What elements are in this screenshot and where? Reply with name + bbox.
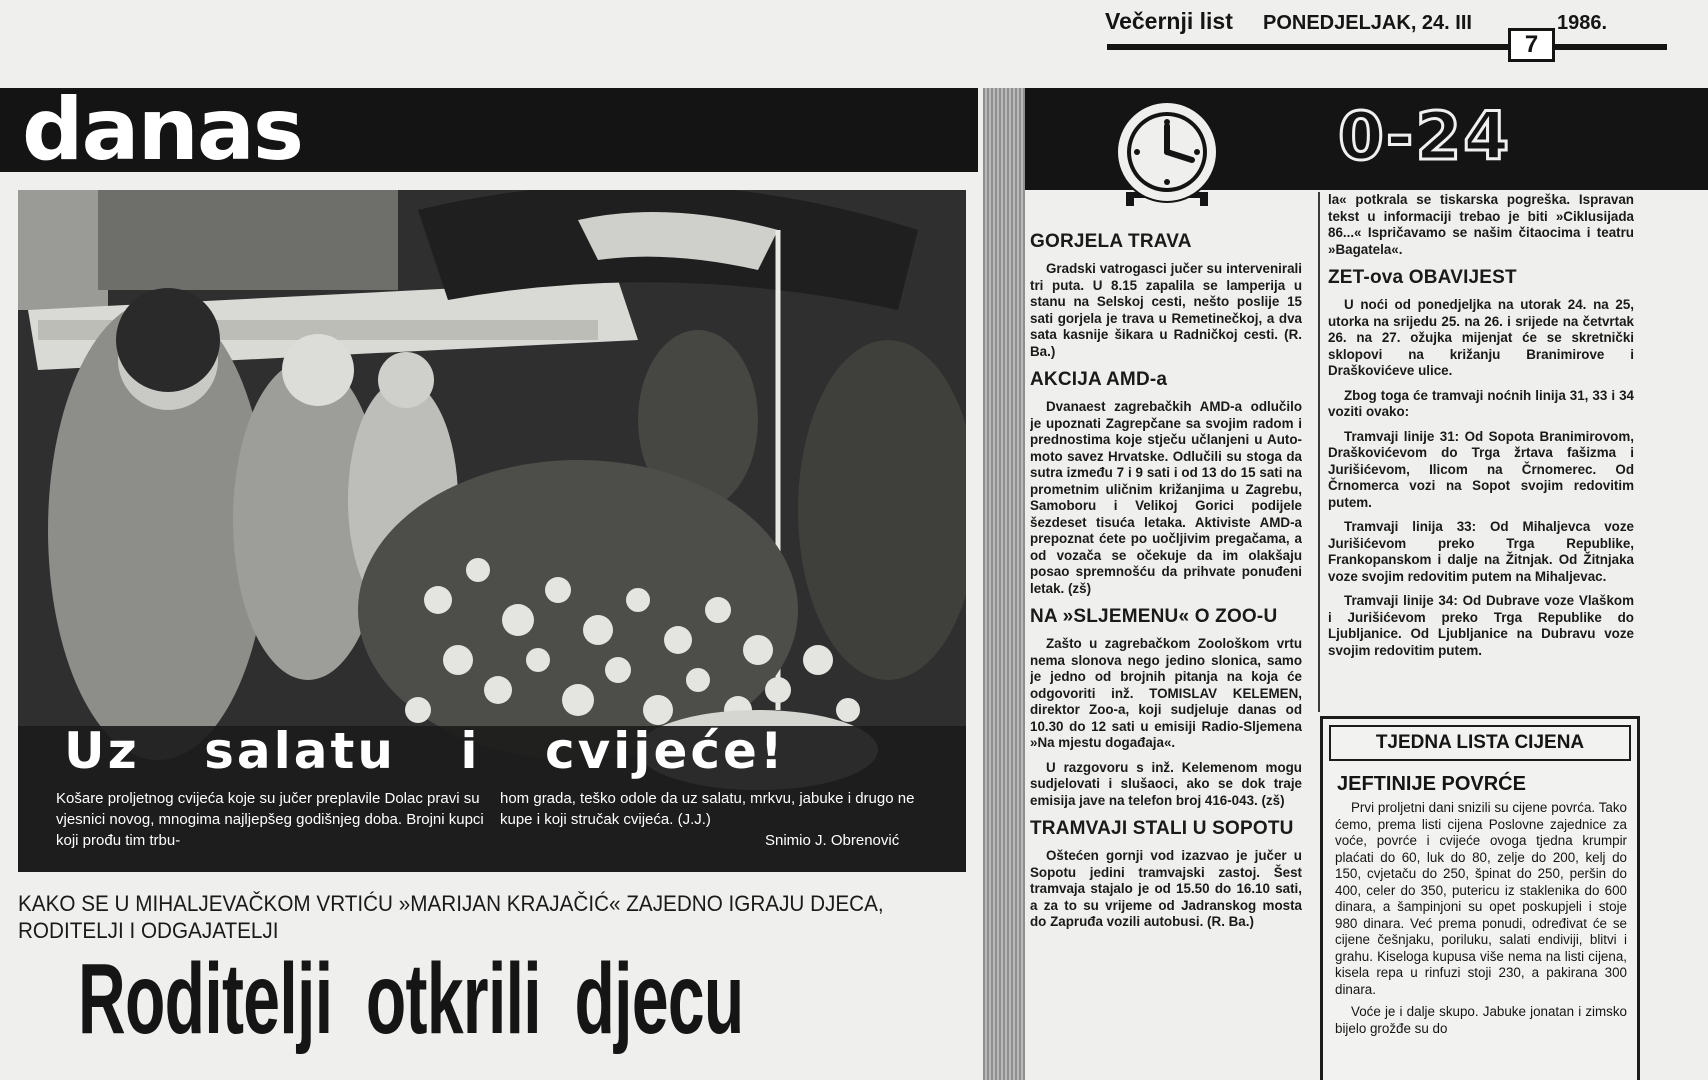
column-separator — [983, 88, 1025, 1080]
masthead — [1105, 6, 1675, 58]
price-list-box — [1320, 716, 1640, 1080]
photo-credit: Snimio J. Obrenović — [765, 832, 900, 849]
item-paragraph: Dvanaest zagrebačkih AMD-a odlučilo je upoznati Zagrepčane sa svojim radom i prednostima koje stječu učlanjeni u Auto-moto savez Hrvatske. Odlučili su stoga da sutra između 7 i 9 sati i od 13 do 15 sati na prometnim uličnim križanjima u Zagrebu, Samoboru i Velikoj Gorici podijele šezdeset tisuća letaka. Aktiviste AMD-a prepoznat ćete po uočljivim pregačama, a od vozača se očekuje da im olakšaju posao spremnošću da prihvate ponuđeni letak. (zš) — [1030, 399, 1302, 596]
page-number: 7 — [1508, 28, 1555, 62]
item-paragraph: Oštećen gornji vod izazvao je jučer u Sopotu jedini tramvajski zastoj. Šest tramvaja stajalo je od 15.50 do 16.10 sati, a za to su vrijeme od Jadranskog mosta do Zapruđa vozili autobusi. (R. Ba.) — [1030, 848, 1302, 929]
item-heading: TRAMVAJI STALI U SOPOTU — [1030, 818, 1294, 839]
price-list-title: TJEDNA LISTA CIJENA — [1329, 725, 1631, 761]
continued-text: la« potkrala se tiskarska pogreška. Ispravan tekst u informaciji trebao je biti »Ciklusijada 86...« Ispričavamo se našim čitaocima i teatru »Bagatela«. — [1328, 192, 1634, 257]
photo-caption-right: hom grada, teško odole da uz salatu, mrkvu, jabuke i drugo ne kupe i koji stručak cvijeća. (J.J.) — [500, 790, 915, 828]
item-paragraph: Zbog toga će tramvaji noćnih linija 31, 33 i 34 voziti ovako: — [1328, 387, 1634, 419]
section-banner-danas — [0, 80, 978, 180]
item-heading: GORJELA TRAVA — [1030, 231, 1192, 252]
paper-name: Večernji list — [1105, 8, 1233, 34]
item-heading: AKCIJA AMD-a — [1030, 369, 1168, 390]
item-paragraph: Tramvaji linija 33: Od Mihaljevca voze Jurišićevom preko Trga Republike, Frankopanskom i dalje na Žitnjak. Od Žitnjaka voze svojim redovitim putem na Mihaljevac. — [1328, 519, 1634, 584]
price-list-heading: JEFTINIJE POVRĆE — [1337, 773, 1526, 795]
article-kicker: KAKO SE U MIHALJEVAČKOM VRTIĆU »MARIJAN KRAJAČIĆ« ZAJEDNO IGRAJU DJECA, RODITELJI I ODGAJATELJI — [18, 891, 884, 943]
item-paragraph: Tramvaji linije 31: Od Sopota Branimirovom, Draškovićevom do Trga žrtava fašizma i Jurišićevom, Ilicom na Črnomerec. Od Črnomerca vozi na Sopot svojim redovitim putem. — [1328, 428, 1634, 510]
item-paragraph: Gradski vatrogasci jučer su intervenirali tri puta. U 8.15 zapalila se lamperija u stanu na Selskoj cesti, nešto poslije 15 sati gorjela je trava u Remetinečkoj, a dva sata kasnije šikara u Radničkoj cesti. (R. Ba.) — [1030, 261, 1302, 359]
article-headline: Roditelji otkrili djecu — [78, 943, 744, 1055]
item-paragraph: U noći od ponedjeljka na utorak 24. na 25, utorka na srijedu 25. na 26. i srijede na četvrtak 26. na 27. ožujka mijenjat će se skretnički sklopovi na križanju Branimirove i Draškovićeve ulice. — [1328, 297, 1634, 378]
photo-headline: Uz salatu i cvijeće! — [64, 722, 786, 780]
column-rule — [1318, 192, 1320, 712]
issue-year: 1986. — [1557, 12, 1608, 34]
price-paragraph: Prvi proljetni dani snizili su cijene povrća. Tako ćemo, prema listi cijena Poslovne zajednice za voće, povrće i cvijeće ovoga tjedna krumpir plaćati do 60, luk do 80, zelje do 200, kelj do 150, cvjetaču do 250, špinat do 250, peršin do 400, celer do 350, putericu iz staklenika do 600 dinara, a šampinjoni su opet poskupjeli i stoje 980 dinara. Već prema ponudi, određivat će se cijene češnjaku, poriluku, salati endiviji, blitvi i grahu. Kiseloga kupusa više nema na listi cijena, kisela repa u rinfuzi stoji 230, a pakirana 300 dinara. — [1335, 800, 1627, 997]
price-list-body — [1323, 800, 1637, 1037]
news-column-2 — [1328, 192, 1634, 712]
price-paragraph: Voće je i dalje skupo. Jabuke jonatan i zimsko bijelo grožđe su do — [1335, 1004, 1627, 1036]
issue-date: PONEDJELJAK, 24. III — [1263, 12, 1472, 34]
section-title-danas: danas — [22, 80, 303, 180]
item-paragraph: Zašto u zagrebačkom Zoološkom vrtu nema slonova nego jedino slonica, samo je jedno od brojnih pitanja na koja će odgovoriti inž. TOMISLAV KELEMEN, direktor Zoo-a, koji sudjeluje danas od 10.30 do 12 sati u emisiji Radio-Sljemena »Na mjestu događaja«. — [1030, 636, 1302, 750]
section-title-0-24: 0-24 — [1338, 98, 1512, 175]
photo-caption-left: Košare proljetnog cvijeća koje su jučer preplavile Dolac pravi su vjesnici novog, mnogima najljepšeg godišnjeg doba. Brojni kupci koji prođu tim trbu- — [56, 790, 484, 849]
clock-icon — [1112, 100, 1222, 210]
news-column-1 — [1030, 228, 1302, 1080]
item-paragraph: U razgovoru s inž. Kelemenom mogu sudjelovati i slušaoci, ako se dok traje emisija jave na telefon broj 416-043. (zš) — [1030, 759, 1302, 808]
masthead-rule — [1107, 44, 1667, 50]
item-paragraph: Tramvaji linije 34: Od Dubrave voze Vlaškom i Jurišićevom preko Trga Republike do Ljubljanice. Od Ljubljanice na Dubravu voze svojim redovitim putem. — [1328, 593, 1634, 658]
item-heading: ZET-ova OBAVIJEST — [1328, 267, 1517, 288]
item-heading: NA »SLJEMENU« O ZOO-U — [1030, 606, 1278, 627]
